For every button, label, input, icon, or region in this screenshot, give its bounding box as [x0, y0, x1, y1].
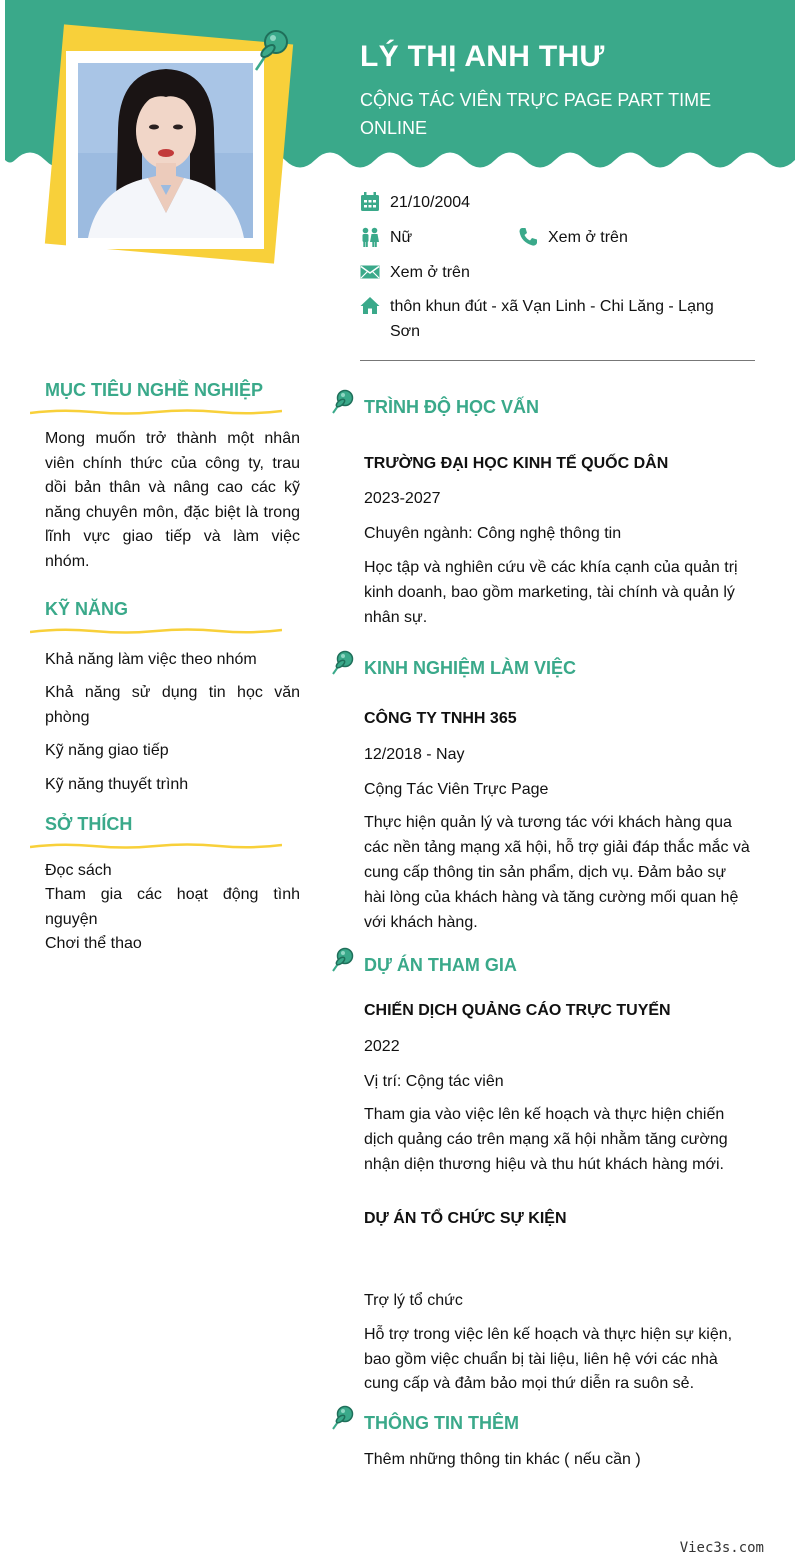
contact-email: [360, 260, 470, 285]
gender-icon: [360, 227, 380, 247]
avatar: [78, 63, 253, 238]
projects-section: [330, 943, 750, 1397]
pushpin-icon: [330, 387, 356, 415]
education-major: Chuyên ngành: Công nghệ thông tin: [364, 525, 622, 542]
objective-section: [30, 380, 300, 575]
candidate-name: LÝ THỊ ANH THƯ: [360, 40, 605, 73]
experience-role: Cộng Tác Viên Trực Page: [364, 781, 549, 799]
project-name: CHIẾN DỊCH QUẢNG CÁO TRỰC TUYẾN: [364, 1002, 671, 1020]
contact-address: [360, 294, 720, 344]
additional-title: THÔNG TIN THÊM: [364, 1413, 519, 1434]
list-item: Chơi thể thao: [45, 935, 142, 953]
email-icon: [360, 262, 380, 282]
home-icon: [360, 296, 380, 316]
phone-value: Xem ở trên: [548, 229, 628, 246]
experience-title: KINH NGHIỆM LÀM VIỆC: [364, 658, 577, 679]
right-column: [330, 385, 750, 1472]
project-time: 2022: [364, 1038, 400, 1056]
section-underline: [30, 841, 282, 851]
experience-desc: Thực hiện quản lý và tương tác với khách hàng qua các nền tảng mạng xã hội, hỗ trợ giải đáp thắc mắc và cung cấp thông tin sản phẩm, dịch vụ. Đảm bảo sự hài lòng của khách hàng và tăng cường mối quan hệ với khách hàng.: [364, 814, 750, 931]
contact-dob: [360, 190, 470, 215]
school-name: TRƯỜNG ĐẠI HỌC KINH TẾ QUỐC DÂN: [364, 455, 669, 472]
skills-title: KỸ NĂNG: [45, 598, 129, 619]
hobbies-section: [30, 814, 300, 957]
list-item: Kỹ năng giao tiếp: [45, 742, 169, 760]
contact-divider: [360, 360, 755, 361]
left-column: [30, 380, 300, 957]
project-role: Vị trí: Cộng tác viên: [364, 1073, 504, 1091]
list-item: Đọc sách: [45, 861, 112, 879]
project-desc: Hỗ trợ trong việc lên kế hoạch và thực hiện sự kiện, bao gồm việc chuẩn bị tài liệu, liên hệ với các nhà cung cấp và đảm bảo mọi thứ diễn ra suôn sẻ.: [364, 1325, 733, 1393]
calendar-icon: [360, 192, 380, 212]
experience-time: 12/2018 - Nay: [364, 746, 465, 764]
section-underline: [30, 407, 282, 417]
gender-value: Nữ: [390, 229, 413, 246]
list-item: Tham gia các hoạt động tình nguyện: [45, 886, 300, 928]
email-value: Xem ở trên: [390, 264, 470, 281]
pushpin-icon: [248, 22, 296, 74]
education-section: [330, 385, 750, 630]
additional-text: Thêm những thông tin khác ( nếu cần ): [364, 1451, 641, 1469]
education-title: TRÌNH ĐỘ HỌC VẤN: [364, 397, 539, 417]
project-desc: Tham gia vào việc lên kế hoạch và thực hiện chiến dịch quảng cáo trên mạng xã hội nhằm tăng cường nhận diện thương hiệu và thu hút khách hàng mới.: [364, 1106, 728, 1173]
education-desc: Học tập và nghiên cứu về các khía cạnh của quản trị kinh doanh, bao gồm marketing, tài chính và quản lý nhân sự.: [364, 559, 738, 626]
projects-title: DỰ ÁN THAM GIA: [364, 955, 517, 976]
dob-value: 21/10/2004: [390, 194, 471, 211]
company-name: CÔNG TY TNHH 365: [364, 710, 517, 728]
pushpin-icon: [330, 945, 356, 973]
contact-gender: [360, 225, 412, 250]
pushpin-icon: [330, 648, 356, 676]
project-name: DỰ ÁN TỔ CHỨC SỰ KIỆN: [364, 1209, 567, 1227]
pushpin-icon: [330, 1403, 356, 1431]
education-time: 2023-2027: [364, 490, 441, 507]
project-item: [330, 1002, 750, 1177]
skills-section: [30, 599, 300, 798]
phone-icon: [518, 227, 538, 247]
project-item: [330, 1210, 750, 1397]
list-item: Khả năng sử dụng tin học văn phòng: [45, 684, 300, 726]
project-time: [364, 1242, 750, 1267]
applied-position: CỘNG TÁC VIÊN TRỰC PAGE PART TIME ONLINE: [360, 90, 712, 138]
section-underline: [30, 626, 282, 636]
project-role: Trợ lý tổ chức: [364, 1291, 463, 1309]
watermark: Viec3s.com: [679, 1540, 764, 1556]
objective-title: MỤC TIÊU NGHỀ NGHIỆP: [45, 380, 264, 400]
address-value: thôn khun đút - xã Vạn Linh - Chi Lăng - Lạng Sơn: [390, 298, 714, 340]
hobbies-title: SỞ THÍCH: [45, 813, 133, 834]
additional-section: [330, 1401, 750, 1472]
contact-phone: [518, 225, 628, 250]
objective-text: Mong muốn trở thành một nhân viên chính thức của công ty, trau dồi bản thân và nâng cao các kỹ năng chuyên môn, đặc biệt là trong lĩnh vực giao tiếp và làm việc nhóm.: [45, 430, 300, 570]
list-item: Kỹ năng thuyết trình: [45, 775, 189, 793]
photo-area: [0, 0, 330, 300]
list-item: Khả năng làm việc theo nhóm: [45, 650, 257, 668]
experience-section: [330, 646, 750, 935]
